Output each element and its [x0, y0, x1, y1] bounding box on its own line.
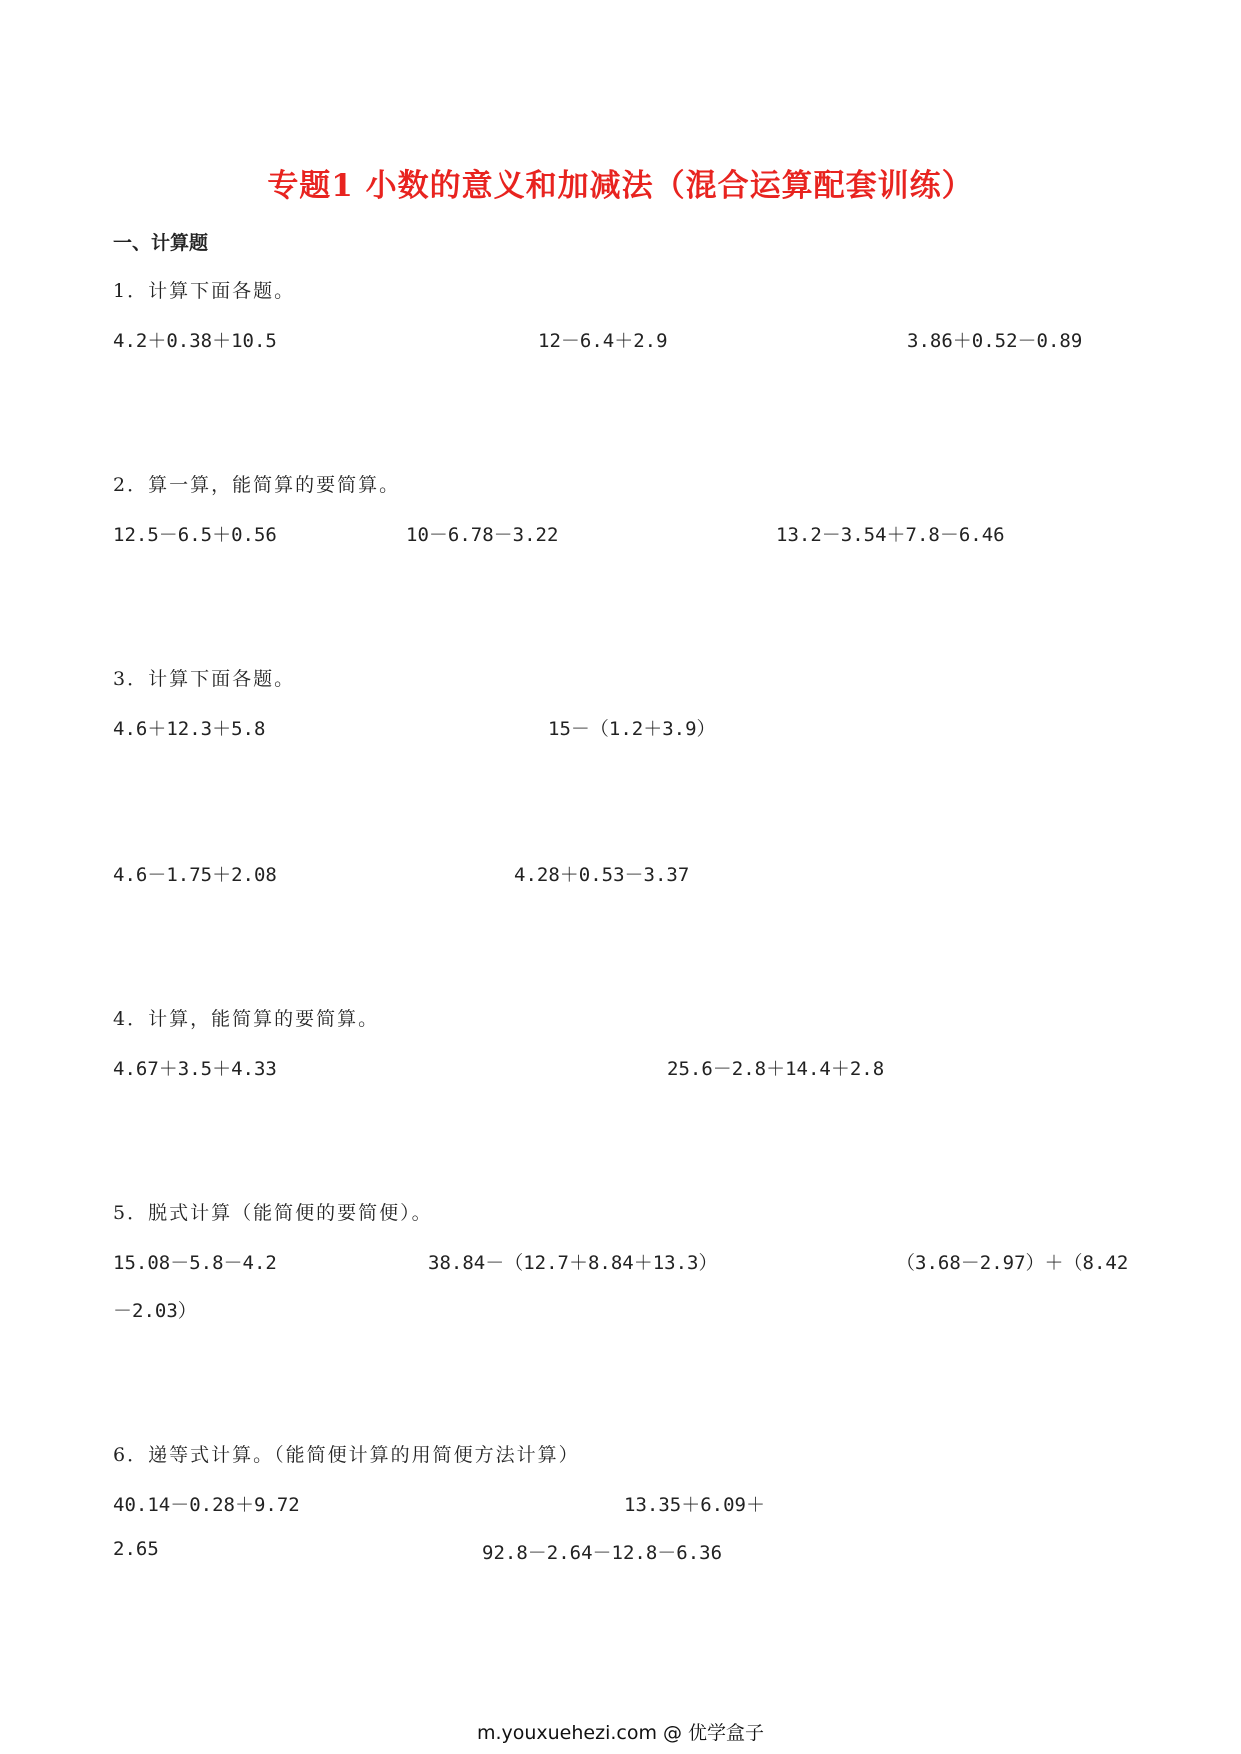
question-5-prompt: 5．脱式计算（能简便的要简便）。: [113, 1202, 433, 1224]
question-4-expression-1: 4.67＋3.5＋4.33: [113, 1058, 277, 1080]
question-2-expression-1: 12.5－6.5＋0.56: [113, 524, 277, 546]
question-6-prompt: 6．递等式计算。（能简便计算的用简便方法计算）: [113, 1444, 580, 1466]
question-3-expression-1: 4.6＋12.3＋5.8: [113, 718, 266, 740]
question-1-prompt: 1．计算下面各题。: [113, 280, 296, 302]
question-5-expression-1: 15.08－5.8－4.2: [113, 1252, 277, 1274]
question-1-expression-3: 3.86＋0.52－0.89: [907, 330, 1083, 352]
question-3-expression-4: 4.28＋0.53－3.37: [514, 864, 690, 886]
question-6-expression-3: 92.8－2.64－12.8－6.36: [482, 1542, 723, 1564]
question-5-expression-3: （3.68－2.97）＋（8.42: [896, 1252, 1129, 1274]
question-4-prompt: 4．计算，能简算的要简算。: [113, 1008, 380, 1030]
question-3-expression-2: 15－（1.2＋3.9）: [548, 718, 716, 740]
footer-watermark: m.youxuehezi.com @ 优学盒子: [476, 1722, 765, 1744]
question-1-expression-2: 12－6.4＋2.9: [538, 330, 668, 352]
question-5-expression-2: 38.84－（12.7＋8.84＋13.3）: [428, 1252, 718, 1274]
question-6-expression-2: 13.35＋6.09＋: [624, 1494, 765, 1516]
question-6-expression-2-continued: 2.65: [113, 1538, 159, 1560]
question-5-expression-3-continued: －2.03）: [113, 1300, 197, 1322]
question-6-expression-1: 40.14－0.28＋9.72: [113, 1494, 300, 1516]
question-2-prompt: 2．算一算，能简算的要简算。: [113, 474, 401, 496]
page-title: 专题1 小数的意义和加减法（混合运算配套训练）: [267, 168, 974, 204]
question-2-expression-2: 10－6.78－3.22: [406, 524, 559, 546]
question-1-expression-1: 4.2＋0.38＋10.5: [113, 330, 277, 352]
section-heading: 一、计算题: [113, 232, 209, 254]
question-2-expression-3: 13.2－3.54＋7.8－6.46: [776, 524, 1005, 546]
question-4-expression-2: 25.6－2.8＋14.4＋2.8: [667, 1058, 885, 1080]
question-3-prompt: 3．计算下面各题。: [113, 668, 296, 690]
question-3-expression-3: 4.6－1.75＋2.08: [113, 864, 277, 886]
